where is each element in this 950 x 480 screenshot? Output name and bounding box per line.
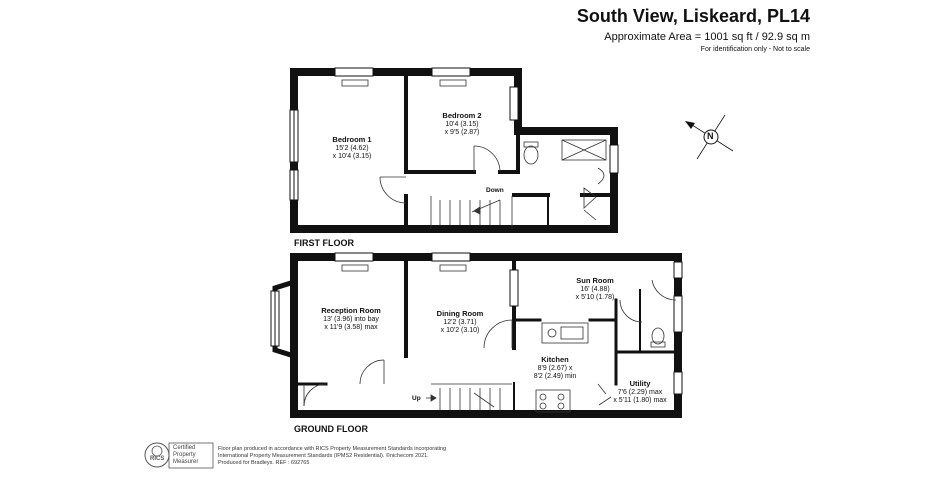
room-bedroom-2	[410, 112, 514, 138]
identification-note: For identification only - Not to scale	[700, 46, 810, 53]
room-dimension: x 5'11 (1.80) max	[613, 397, 667, 404]
room-name: Utility	[629, 379, 651, 388]
room-dining	[410, 310, 510, 336]
footer-line: Produced for Bradleys. REF : 692765	[218, 460, 310, 466]
first-floor-stairs	[431, 196, 512, 229]
room-dimension: x 11'9 (3.58) max	[324, 324, 378, 331]
room-utility	[604, 380, 676, 406]
room-dimension: 8'9 (2.67) x	[537, 364, 573, 372]
room-dimension: x 10'2 (3.10)	[440, 327, 480, 334]
room-name: Reception Room	[321, 306, 381, 315]
room-dimension: x 10'4 (3.15)	[332, 153, 372, 160]
room-dimension: 16' (4.88)	[580, 285, 610, 293]
ground-floor-label: GROUND FLOOR	[294, 424, 368, 434]
ground-floor-stairs	[426, 384, 512, 410]
room-name: Sun Room	[576, 276, 614, 285]
rics-badge-line: Measurer	[173, 459, 199, 465]
footer-line: Floor plan produced in accordance with RICS Property Measurement Standards incorporating	[218, 446, 447, 452]
footer-line: International Property Measurement Standards (IPMS2 Residential). ©nichecom 2021.	[218, 453, 429, 459]
approximate-area: Approximate Area = 1001 sq ft / 92.9 sq m	[604, 31, 810, 43]
compass-north-label: N	[707, 131, 714, 141]
room-name: Kitchen	[541, 355, 569, 364]
room-name: Bedroom 1	[332, 135, 372, 144]
footer-disclaimer	[218, 446, 446, 467]
room-bedroom-1	[300, 136, 404, 162]
room-dimension: 10'4 (3.15)	[445, 120, 479, 128]
first-floor-label: FIRST FLOOR	[294, 238, 354, 248]
room-dimension: 12'2 (3.71)	[443, 318, 477, 326]
room-dimension: 7'6 (2.29) max	[617, 388, 663, 396]
room-dimension: 15'2 (4.62)	[335, 144, 369, 152]
room-name: Bedroom 2	[442, 111, 482, 120]
room-dimension: 8'2 (2.49) min	[533, 373, 577, 380]
room-dimension: 13' (3.96) into bay	[323, 315, 379, 323]
room-reception	[296, 307, 406, 333]
rics-certification-badge	[173, 445, 198, 466]
room-dimension: x 9'5 (2.87)	[444, 129, 480, 136]
room-dimension: x 5'10 (1.78)	[575, 294, 615, 301]
rics-badge-line: Property	[173, 452, 196, 458]
stairs-up-label: Up	[412, 395, 421, 402]
room-sun-room	[555, 277, 635, 303]
room-kitchen	[515, 356, 595, 382]
room-name: Dining Room	[436, 309, 484, 318]
stairs-down-label: Down	[486, 187, 504, 194]
property-title: South View, Liskeard, PL14	[576, 6, 810, 26]
rics-badge-line: Certified	[173, 445, 196, 451]
rics-logo-text: RICS	[150, 456, 165, 462]
